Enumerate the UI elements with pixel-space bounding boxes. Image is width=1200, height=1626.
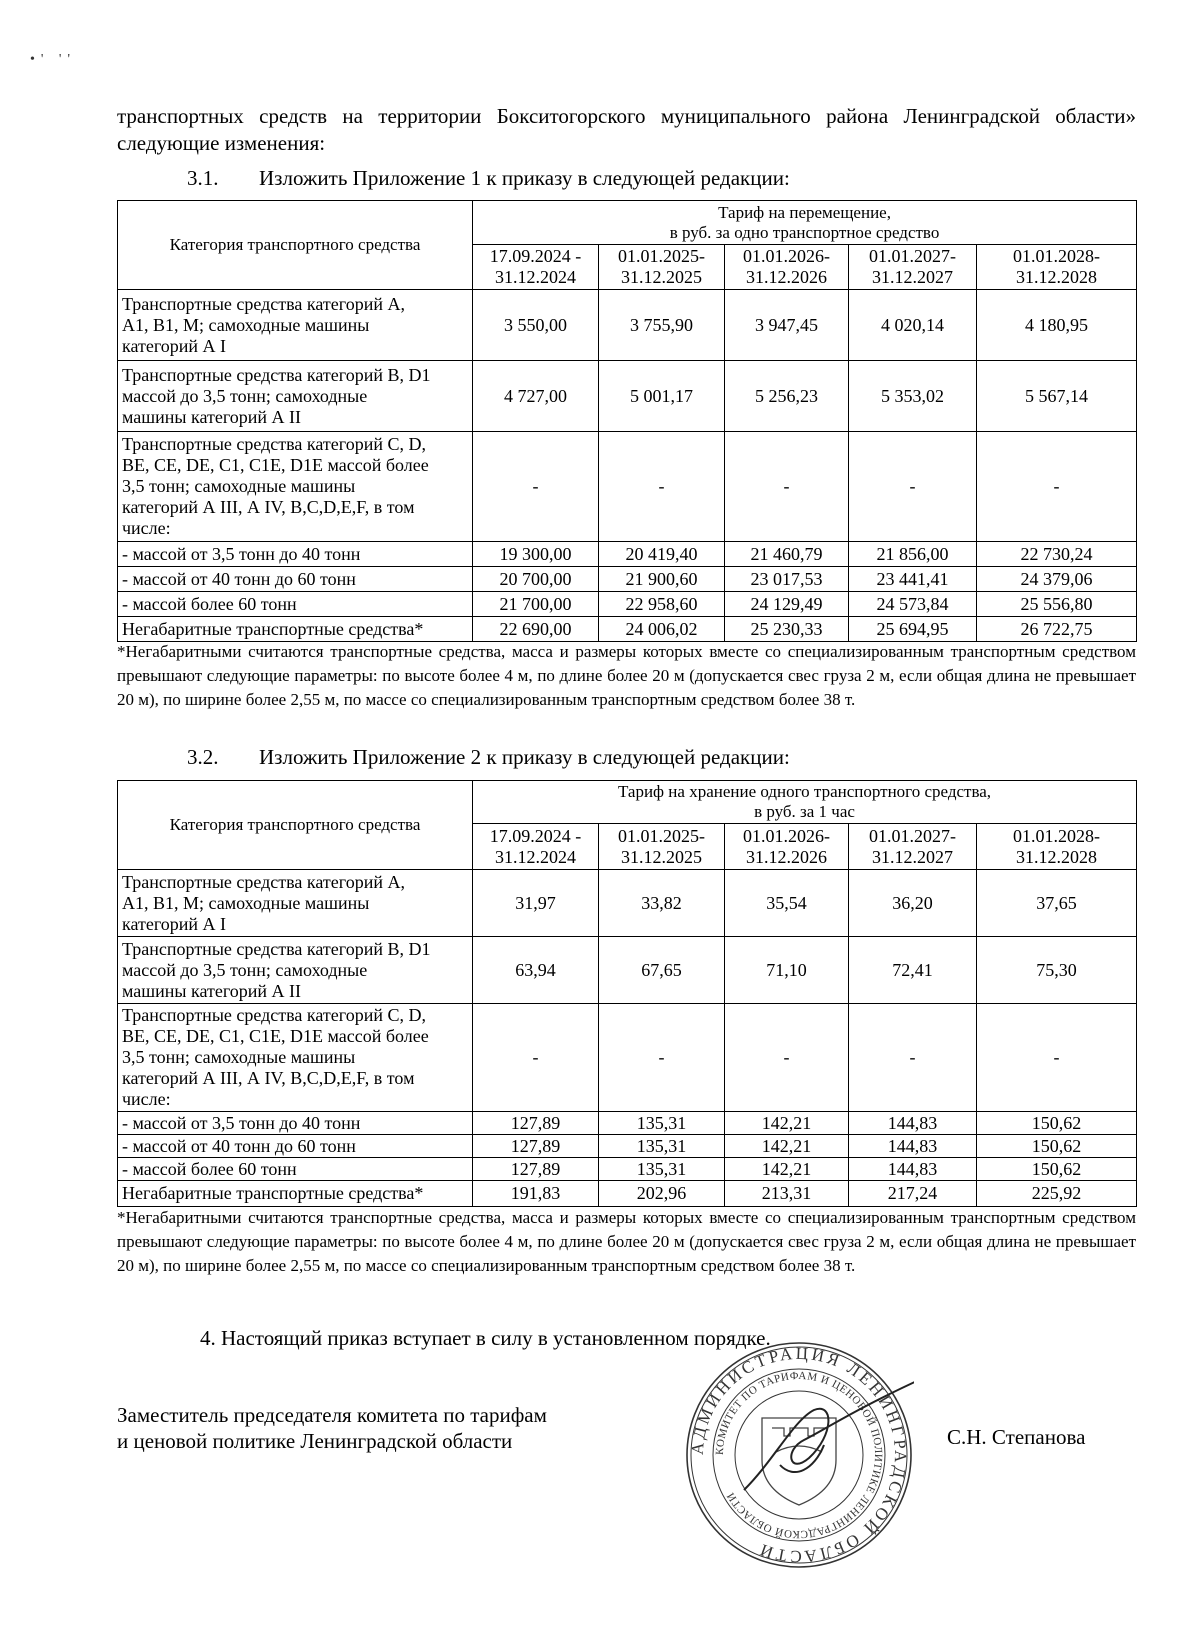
table-row bbox=[118, 1135, 1137, 1158]
period-end: 31.12.2024 bbox=[495, 846, 576, 867]
tariff-value: - bbox=[849, 1004, 977, 1112]
row-category bbox=[118, 1004, 473, 1112]
table-row bbox=[118, 1181, 1137, 1207]
tariff-value: 22 730,24 bbox=[977, 542, 1137, 567]
section-3-2-heading bbox=[187, 745, 790, 770]
svg-text:АДМИНИСТРАЦИЯ ЛЕНИНГРАДСКОЙ ОБ: АДМИНИСТРАЦИЯ ЛЕНИНГРАДСКОЙ ОБЛАСТИ bbox=[687, 1343, 911, 1567]
tariff-value: 127,89 bbox=[473, 1135, 599, 1158]
tariff-value: 144,83 bbox=[849, 1112, 977, 1135]
tariff-value: 22 958,60 bbox=[599, 592, 725, 617]
tariff-value: 4 180,95 bbox=[977, 290, 1137, 361]
category-line: 3,5 тонн; самоходные машины bbox=[122, 476, 356, 496]
tariff-value: 25 694,95 bbox=[849, 617, 977, 642]
tariff-value: 5 001,17 bbox=[599, 361, 725, 432]
period-end: 31.12.2028 bbox=[1016, 267, 1098, 287]
tariff-value: 225,92 bbox=[977, 1181, 1137, 1207]
tariff-value: - bbox=[599, 432, 725, 542]
section-text: Изложить Приложение 1 к приказу в следующей редакции: bbox=[259, 166, 790, 190]
section-text: Изложить Приложение 2 к приказу в следующей редакции: bbox=[259, 745, 790, 769]
category-line: Транспортные средства категорий С, D, bbox=[122, 1005, 426, 1025]
tariff-value: 25 230,33 bbox=[725, 617, 849, 642]
signature-position bbox=[117, 1402, 547, 1454]
period-header bbox=[725, 824, 849, 870]
row-category: - массой от 40 тонн до 60 тонн bbox=[118, 1135, 473, 1158]
category-line: категорий А III, А IV, В,С,D,E,F, в том bbox=[122, 497, 415, 517]
period-end: 31.12.2027 bbox=[872, 846, 953, 867]
period-header bbox=[849, 824, 977, 870]
table-row bbox=[118, 361, 1137, 432]
footnote-oversized-2: *Негабаритными считаются транспортные средства, масса и размеры которых вместе со специализированным транспортным средством превышают следующие параметры: по высоте более 4 м, по длине более 20 м (допускается свес груза 2 м, если общая длина не превышает 20 м), по ширине более 2,55 м, по массе со специализированным транспортным средством более 38 т. bbox=[117, 1208, 1136, 1275]
row-category: - массой от 3,5 тонн до 40 тонн bbox=[118, 1112, 473, 1135]
table-row bbox=[118, 290, 1137, 361]
tariff-value: 150,62 bbox=[977, 1135, 1137, 1158]
period-end: 31.12.2025 bbox=[621, 846, 702, 867]
tariff-value: 75,30 bbox=[977, 937, 1137, 1004]
tariff-value: - bbox=[977, 1004, 1137, 1112]
category-line: А1, В1, М; самоходные машины bbox=[122, 892, 370, 913]
period-start: 01.01.2025- bbox=[618, 246, 705, 266]
tariff-value: 20 419,40 bbox=[599, 542, 725, 567]
period-header bbox=[599, 245, 725, 290]
period-start: 01.01.2027- bbox=[869, 825, 956, 846]
tariff-value: 23 017,53 bbox=[725, 567, 849, 592]
row-category: - массой более 60 тонн bbox=[118, 1158, 473, 1181]
category-line: ВЕ, СЕ, DE, С1, С1Е, D1E массой более bbox=[122, 455, 429, 475]
row-category: - массой от 3,5 тонн до 40 тонн bbox=[118, 542, 473, 567]
row-category bbox=[118, 870, 473, 937]
tariff-value: 35,54 bbox=[725, 870, 849, 937]
period-start: 01.01.2027- bbox=[869, 246, 956, 266]
tariff-value: 36,20 bbox=[849, 870, 977, 937]
tariff-value: 37,65 bbox=[977, 870, 1137, 937]
category-line: категорий А I bbox=[122, 913, 227, 934]
period-end: 31.12.2026 bbox=[746, 846, 827, 867]
tariff-value: 150,62 bbox=[977, 1112, 1137, 1135]
section-number: 3.2. bbox=[187, 745, 219, 769]
final-clause: 4. Настоящий приказ вступает в силу в установленном порядке. bbox=[200, 1326, 771, 1350]
tariff-value: 5 256,23 bbox=[725, 361, 849, 432]
tariff-value: 3 947,45 bbox=[725, 290, 849, 361]
tariff-value: 4 020,14 bbox=[849, 290, 977, 361]
table-row bbox=[118, 1112, 1137, 1135]
category-line: машины категорий А II bbox=[122, 980, 302, 1001]
signature-position-line: и ценовой политике Ленинградской области bbox=[117, 1429, 513, 1453]
tariff-value: 142,21 bbox=[725, 1135, 849, 1158]
group-header-line: в руб. за 1 час bbox=[754, 802, 855, 821]
tariff-value: 213,31 bbox=[725, 1181, 849, 1207]
tariff-value: - bbox=[725, 1004, 849, 1112]
tariff-value: 21 856,00 bbox=[849, 542, 977, 567]
category-line: Транспортные средства категорий А, bbox=[122, 871, 405, 892]
tariff-value: 144,83 bbox=[849, 1158, 977, 1181]
tariff-value: 144,83 bbox=[849, 1135, 977, 1158]
category-header: Категория транспортного средства bbox=[118, 201, 473, 290]
scan-marks: •' '' bbox=[30, 52, 76, 67]
period-start: 17.09.2024 - bbox=[489, 246, 582, 266]
table-row bbox=[118, 567, 1137, 592]
tariff-value: 21 700,00 bbox=[473, 592, 599, 617]
tariff-value: 24 006,02 bbox=[599, 617, 725, 642]
period-start: 01.01.2026- bbox=[743, 246, 830, 266]
period-end: 31.12.2025 bbox=[621, 267, 702, 287]
tariff-value: 23 441,41 bbox=[849, 567, 977, 592]
period-end: 31.12.2027 bbox=[872, 267, 953, 287]
tariff-table-transport bbox=[117, 200, 1137, 642]
tariff-value: 72,41 bbox=[849, 937, 977, 1004]
svg-text:КОМИТЕТ ПО ТАРИФАМ И ЦЕНОВОЙ П: КОМИТЕТ ПО ТАРИФАМ И ЦЕНОВОЙ ПОЛИТИКЕ ЛЕНИНГРАДСКОЙ ОБЛАСТИ bbox=[713, 1369, 885, 1541]
category-line: Транспортные средства категорий С, D, bbox=[122, 434, 426, 454]
tariff-value: 142,21 bbox=[725, 1158, 849, 1181]
tariff-value: 5 353,02 bbox=[849, 361, 977, 432]
tariff-value: 22 690,00 bbox=[473, 617, 599, 642]
category-line: категорий А III, А IV, В,С,D,E,F, в том bbox=[122, 1068, 415, 1088]
signer-name: С.Н. Степанова bbox=[947, 1425, 1086, 1449]
table-row bbox=[118, 617, 1137, 642]
tariff-value: - bbox=[725, 432, 849, 542]
tariff-value: 3 550,00 bbox=[473, 290, 599, 361]
period-start: 01.01.2028- bbox=[1013, 246, 1101, 266]
category-line: числе: bbox=[122, 1089, 171, 1109]
row-category bbox=[118, 432, 473, 542]
group-header-line: Тариф на хранение одного транспортного средства, bbox=[617, 782, 992, 801]
row-category bbox=[118, 937, 473, 1004]
period-header bbox=[849, 245, 977, 290]
tariff-value: 20 700,00 bbox=[473, 567, 599, 592]
tariff-value: - bbox=[977, 432, 1137, 542]
tariff-value: 67,65 bbox=[599, 937, 725, 1004]
tariff-value: 24 129,49 bbox=[725, 592, 849, 617]
tariff-value: 3 755,90 bbox=[599, 290, 725, 361]
tariff-value: 135,31 bbox=[599, 1135, 725, 1158]
tariff-value: 71,10 bbox=[725, 937, 849, 1004]
group-header-line: в руб. за одно транспортное средство bbox=[669, 222, 940, 242]
period-header bbox=[725, 245, 849, 290]
tariff-group-header bbox=[473, 201, 1137, 245]
tariff-group-header bbox=[473, 781, 1137, 824]
row-category: Негабаритные транспортные средства* bbox=[118, 1181, 473, 1207]
row-category bbox=[118, 290, 473, 361]
tariff-value: - bbox=[473, 1004, 599, 1112]
category-line: числе: bbox=[122, 518, 171, 538]
period-end: 31.12.2026 bbox=[746, 267, 827, 287]
tariff-value: 25 556,80 bbox=[977, 592, 1137, 617]
table-row bbox=[118, 870, 1137, 937]
period-start: 01.01.2028- bbox=[1013, 825, 1100, 846]
category-line: машины категорий А II bbox=[122, 406, 302, 427]
period-header bbox=[977, 824, 1137, 870]
signature-position-line: Заместитель председателя комитета по тарифам bbox=[117, 1403, 547, 1427]
tariff-value: 150,62 bbox=[977, 1158, 1137, 1181]
tariff-value: 21 460,79 bbox=[725, 542, 849, 567]
group-header-line: Тариф на перемещение, bbox=[718, 202, 891, 222]
category-line: категорий А I bbox=[122, 335, 227, 356]
table-row bbox=[118, 937, 1137, 1004]
period-header bbox=[599, 824, 725, 870]
category-line: А1, В1, М; самоходные машины bbox=[122, 314, 370, 335]
tariff-value: 127,89 bbox=[473, 1158, 599, 1181]
tariff-value: 24 573,84 bbox=[849, 592, 977, 617]
category-line: массой до 3,5 тонн; самоходные bbox=[122, 385, 368, 406]
section-3-1-heading bbox=[187, 166, 790, 191]
category-line: 3,5 тонн; самоходные машины bbox=[122, 1047, 356, 1067]
table-row bbox=[118, 1004, 1137, 1112]
section-number: 3.1. bbox=[187, 166, 219, 190]
footnote-oversized-1: *Негабаритными считаются транспортные средства, масса и размеры которых вместе со специализированным транспортным средством превышают следующие параметры: по высоте более 4 м, по длине более 20 м (допускается свес груза 2 м, если общая длина не превышает 20 м), по ширине более 2,55 м, по массе со специализированным транспортным средством более 38 т. bbox=[117, 642, 1136, 709]
tariff-value: 4 727,00 bbox=[473, 361, 599, 432]
row-category: Негабаритные транспортные средства* bbox=[118, 617, 473, 642]
tariff-value: 217,24 bbox=[849, 1181, 977, 1207]
period-end: 31.12.2028 bbox=[1016, 846, 1097, 867]
tariff-value: 5 567,14 bbox=[977, 361, 1137, 432]
period-header bbox=[473, 245, 599, 290]
tariff-value: 202,96 bbox=[599, 1181, 725, 1207]
tariff-table-storage bbox=[117, 780, 1137, 1207]
category-header: Категория транспортного средства bbox=[118, 781, 473, 870]
tariff-value: 127,89 bbox=[473, 1112, 599, 1135]
tariff-value: 135,31 bbox=[599, 1158, 725, 1181]
table-row bbox=[118, 432, 1137, 542]
tariff-value: 63,94 bbox=[473, 937, 599, 1004]
category-line: массой до 3,5 тонн; самоходные bbox=[122, 959, 368, 980]
table-row bbox=[118, 592, 1137, 617]
period-header bbox=[473, 824, 599, 870]
category-line: Транспортные средства категорий В, D1 bbox=[122, 364, 431, 385]
row-category bbox=[118, 361, 473, 432]
tariff-value: 26 722,75 bbox=[977, 617, 1137, 642]
period-start: 01.01.2026- bbox=[743, 825, 830, 846]
tariff-value: 135,31 bbox=[599, 1112, 725, 1135]
tariff-value: 19 300,00 bbox=[473, 542, 599, 567]
category-line: ВЕ, СЕ, DE, С1, С1Е, D1E массой более bbox=[122, 1026, 429, 1046]
table-row bbox=[118, 542, 1137, 567]
intro-paragraph: транспортных средств на территории Бокситогорского муниципального района Ленинградской области» следующие изменения: bbox=[117, 104, 1136, 155]
row-category: - массой от 40 тонн до 60 тонн bbox=[118, 567, 473, 592]
period-start: 01.01.2025- bbox=[618, 825, 705, 846]
tariff-value: 33,82 bbox=[599, 870, 725, 937]
tariff-value: 142,21 bbox=[725, 1112, 849, 1135]
tariff-value: - bbox=[849, 432, 977, 542]
period-start: 17.09.2024 - bbox=[489, 825, 582, 846]
row-category: - массой более 60 тонн bbox=[118, 592, 473, 617]
tariff-value: 31,97 bbox=[473, 870, 599, 937]
period-end: 31.12.2024 bbox=[495, 267, 576, 287]
tariff-value: - bbox=[473, 432, 599, 542]
tariff-value: 24 379,06 bbox=[977, 567, 1137, 592]
tariff-value: 21 900,60 bbox=[599, 567, 725, 592]
period-header bbox=[977, 245, 1137, 290]
category-line: Транспортные средства категорий А, bbox=[122, 293, 405, 314]
tariff-value: 191,83 bbox=[473, 1181, 599, 1207]
tariff-value: - bbox=[599, 1004, 725, 1112]
category-line: Транспортные средства категорий В, D1 bbox=[122, 938, 431, 959]
table-row bbox=[118, 1158, 1137, 1181]
official-stamp-icon bbox=[684, 1340, 914, 1570]
